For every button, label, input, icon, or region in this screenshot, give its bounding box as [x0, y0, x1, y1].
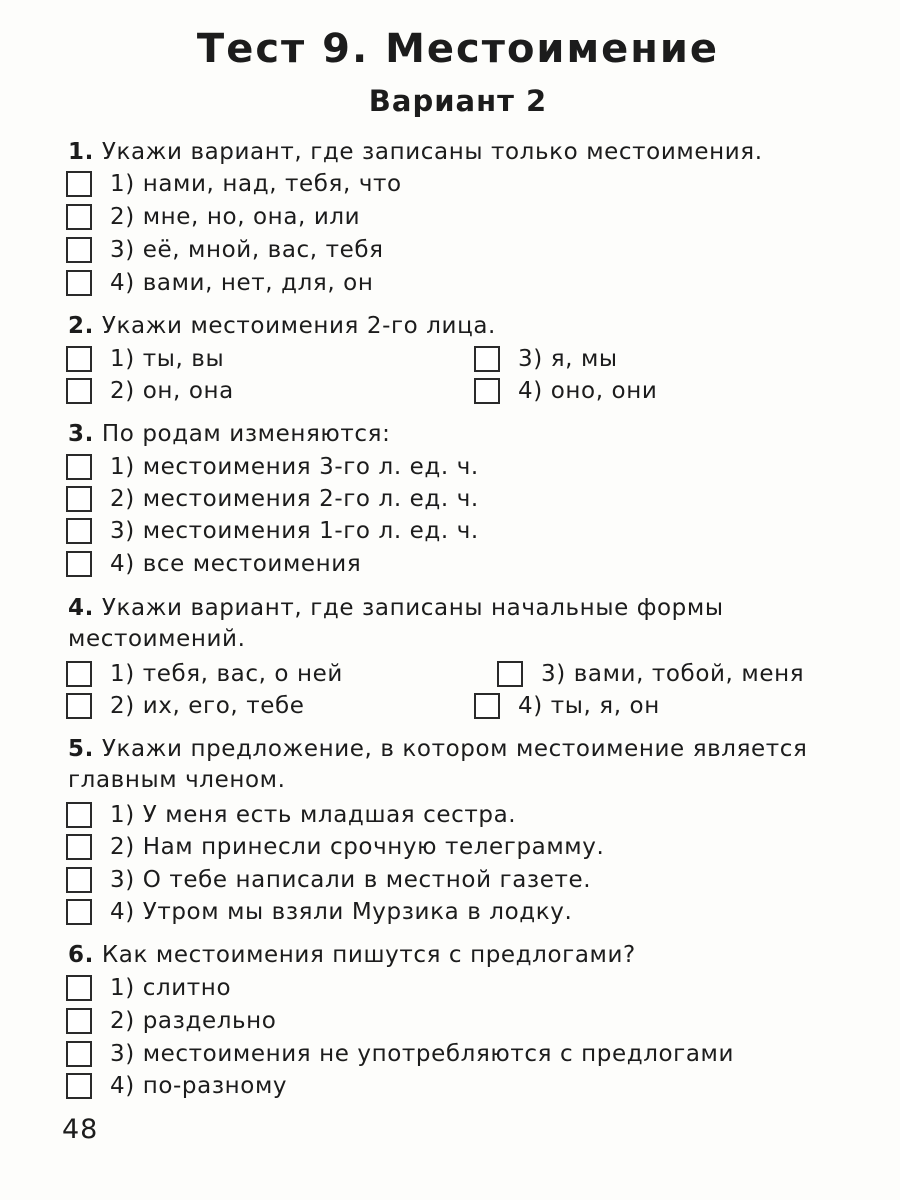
- option-text: 4) по-разному: [110, 1072, 288, 1099]
- option-text: 3) я, мы: [518, 345, 618, 372]
- answer-checkbox[interactable]: [66, 346, 92, 372]
- option-text: 4) ты, я, он: [518, 692, 660, 719]
- answer-option: [474, 375, 657, 406]
- page-number: 48: [62, 1114, 99, 1145]
- answer-checkbox[interactable]: [66, 1073, 92, 1099]
- answer-checkbox[interactable]: [66, 551, 92, 577]
- question-2: [68, 311, 858, 342]
- answer-checkbox[interactable]: [66, 661, 92, 687]
- answer-checkbox[interactable]: [66, 867, 92, 893]
- option-text: 1) нами, над, тебя, что: [110, 170, 402, 197]
- answer-checkbox[interactable]: [66, 802, 92, 828]
- question-text: Укажи вариант, где записаны начальные формы местоимений.: [68, 595, 724, 652]
- answer-option: [66, 548, 361, 579]
- question-number: 6.: [68, 942, 94, 968]
- answer-checkbox[interactable]: [66, 204, 92, 230]
- question-number: 3.: [68, 421, 94, 447]
- answer-option: [66, 201, 360, 232]
- option-text: 1) тебя, вас, о ней: [110, 660, 343, 687]
- answer-option: [66, 972, 231, 1003]
- option-text: 2) их, его, тебе: [110, 692, 305, 719]
- option-text: 2) мне, но, она, или: [110, 203, 361, 230]
- answer-checkbox[interactable]: [66, 975, 92, 1001]
- question-4: [68, 593, 858, 655]
- answer-checkbox[interactable]: [66, 171, 92, 197]
- answer-checkbox[interactable]: [474, 693, 500, 719]
- question-number: 1.: [68, 139, 94, 165]
- question-text: Укажи предложение, в котором местоимение является главным членом.: [68, 736, 808, 793]
- answer-checkbox[interactable]: [66, 1008, 92, 1034]
- option-text: 3) вами, тобой, меня: [541, 660, 805, 687]
- answer-option: [66, 896, 572, 927]
- answer-option: [66, 864, 591, 895]
- answer-option: [66, 831, 604, 862]
- answer-option: [66, 168, 402, 199]
- question-6: [68, 940, 858, 971]
- answer-checkbox[interactable]: [66, 270, 92, 296]
- question-text: Укажи местоимения 2-го лица.: [101, 313, 496, 339]
- answer-checkbox[interactable]: [66, 834, 92, 860]
- option-text: 1) местоимения 3-го л. ед. ч.: [110, 453, 479, 480]
- option-text: 3) О тебе написали в местной газете.: [110, 866, 592, 893]
- option-text: 4) Утром мы взяли Мурзика в лодку.: [110, 898, 573, 925]
- option-text: 3) местоимения 1-го л. ед. ч.: [110, 517, 479, 544]
- answer-option: [66, 375, 234, 406]
- answer-option: [66, 483, 479, 514]
- answer-option: [66, 690, 305, 721]
- answer-option: [66, 1005, 276, 1036]
- question-5: [68, 734, 858, 796]
- answer-checkbox[interactable]: [66, 693, 92, 719]
- question-number: 5.: [68, 736, 94, 762]
- answer-option: [66, 343, 224, 374]
- answer-checkbox[interactable]: [474, 346, 500, 372]
- option-text: 3) местоимения не употребляются с предлогами: [110, 1040, 735, 1067]
- question-number: 2.: [68, 313, 94, 339]
- question-text: Как местоимения пишутся с предлогами?: [101, 942, 636, 968]
- option-text: 2) раздельно: [110, 1007, 277, 1034]
- answer-option: [474, 690, 660, 721]
- answer-checkbox[interactable]: [66, 237, 92, 263]
- answer-checkbox[interactable]: [66, 378, 92, 404]
- answer-checkbox[interactable]: [66, 899, 92, 925]
- answer-option: [497, 658, 804, 689]
- answer-option: [474, 343, 618, 374]
- question-text: По родам изменяются:: [101, 421, 391, 447]
- answer-option: [66, 515, 479, 546]
- option-text: 4) оно, они: [518, 377, 658, 404]
- question-number: 4.: [68, 595, 94, 621]
- answer-option: [66, 799, 516, 830]
- option-text: 1) слитно: [110, 974, 232, 1001]
- answer-option: [66, 658, 343, 689]
- answer-option: [66, 1038, 734, 1069]
- option-text: 4) вами, нет, для, он: [110, 269, 374, 296]
- answer-checkbox[interactable]: [66, 454, 92, 480]
- answer-checkbox[interactable]: [66, 486, 92, 512]
- option-text: 2) он, она: [110, 377, 234, 404]
- answer-checkbox[interactable]: [66, 518, 92, 544]
- option-text: 4) все местоимения: [110, 550, 362, 577]
- answer-option: [66, 267, 373, 298]
- question-text: Укажи вариант, где записаны только местоимения.: [101, 139, 763, 165]
- option-text: 1) У меня есть младшая сестра.: [110, 801, 517, 828]
- variant-heading: Вариант 2: [368, 84, 548, 118]
- answer-checkbox[interactable]: [66, 1041, 92, 1067]
- answer-option: [66, 234, 384, 265]
- option-text: 2) Нам принесли срочную телеграмму.: [110, 833, 605, 860]
- question-1: [68, 137, 858, 168]
- question-3: [68, 419, 858, 450]
- option-text: 3) её, мной, вас, тебя: [110, 236, 384, 263]
- answer-checkbox[interactable]: [474, 378, 500, 404]
- answer-option: [66, 451, 479, 482]
- option-text: 1) ты, вы: [110, 345, 225, 372]
- option-text: 2) местоимения 2-го л. ед. ч.: [110, 485, 479, 512]
- test-title: Тест 9. Местоимение: [196, 26, 720, 72]
- answer-checkbox[interactable]: [497, 661, 523, 687]
- answer-option: [66, 1070, 287, 1101]
